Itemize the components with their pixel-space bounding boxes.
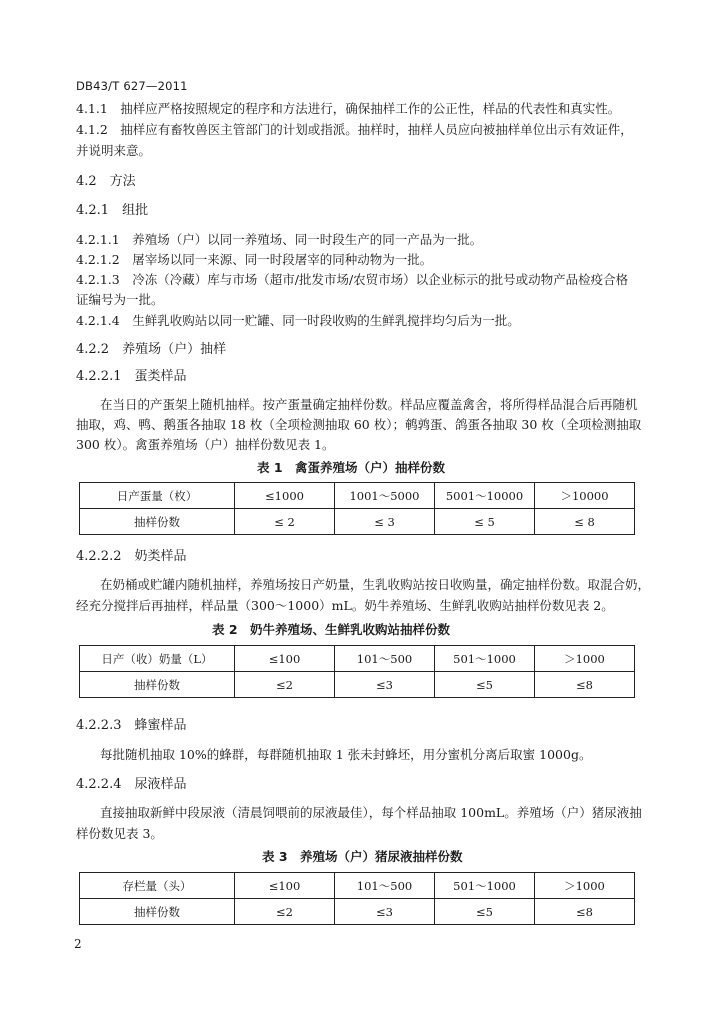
table-cell: 501～1000 [435,873,535,899]
milk-paragraph-line-2: 经充分搅拌后再抽样，样品量（300～1000）mL。奶牛养殖场、生鲜乳收购站抽样份数见表 2。 [76,598,614,613]
table-cell: 101～500 [335,873,435,899]
table-cell: ≤2 [235,899,335,925]
table-cell: 501～1000 [435,646,535,672]
table-cell: ≤1000 [235,483,335,509]
table-cell: ≤100 [235,873,335,899]
clause-4-1-1: 4.1.1 抽样应严格按照规定的程序和方法进行，确保抽样工作的公正性，样品的代表性和真实性。 [76,101,621,116]
section-4-2-heading: 4.2 方法 [76,174,136,189]
table-row [80,646,635,672]
table-cell: ＞1000 [535,873,635,899]
page-number: 2 [74,937,82,951]
clause-4-2-1-3: 4.2.1.3 冷冻（冷藏）库与市场（超市/批发市场/农贸市场）以企业标示的批号或动物产品检疫合格 [76,272,629,287]
table-2-title: 表 2 奶牛养殖场、生鲜乳收购站抽样份数 [212,622,451,637]
table-cell: 日产蛋量（枚） [80,483,235,509]
table-3 [79,872,635,925]
table-row [80,509,635,535]
table-1-title: 表 1 禽蛋养殖场（户）抽样份数 [257,460,446,475]
table-cell: ≤5 [435,672,535,698]
table-cell: ≤3 [335,899,435,925]
table-row [80,483,635,509]
table-cell: ≤5 [435,899,535,925]
table-cell: 抽样份数 [80,672,235,698]
egg-paragraph-line-3: 300 枚）。禽蛋养殖场（户）抽样份数见表 1。 [76,437,335,452]
table-cell: ＞1000 [535,646,635,672]
clause-4-1-2: 4.1.2 抽样应有畜牧兽医主管部门的计划或指派。抽样时，抽样人员应向被抽样单位出示有效证件， [76,122,633,137]
honey-paragraph: 每批随机抽取 10%的蜂群，每群随机抽取 1 张未封蜂坯，用分蜜机分离后取蜜 1000g。 [100,747,592,762]
table-cell: ≤ 5 [435,509,535,535]
urine-paragraph-line-2: 样份数见表 3。 [76,826,163,841]
table-cell: 日产（收）奶量（L） [80,646,235,672]
table-cell: ≤100 [235,646,335,672]
table-cell: 5001～10000 [435,483,535,509]
table-cell: ≤ 2 [235,509,335,535]
section-4-2-2-4-heading: 4.2.2.4 尿液样品 [76,777,187,792]
clause-4-2-1-1: 4.2.1.1 养殖场（户）以同一养殖场、同一时段生产的同一产品为一批。 [76,232,483,247]
table-cell: 存栏量（头） [80,873,235,899]
table-cell: ≤8 [535,672,635,698]
table-row [80,899,635,925]
clause-4-1-2-cont: 并说明来意。 [76,143,152,158]
section-4-2-2-1-heading: 4.2.2.1 蛋类样品 [76,369,187,384]
egg-paragraph-line-1: 在当日的产蛋架上随机抽样。按产蛋量确定抽样份数。样品应覆盖禽舍，将所得样品混合后再随机 [100,397,638,412]
section-4-2-2-3-heading: 4.2.2.3 蜂蜜样品 [76,718,187,733]
milk-paragraph-line-1: 在奶桶或贮罐内随机抽样，养殖场按日产奶量，生乳收购站按日收购量，确定抽样份数。取混合奶， [100,577,651,592]
table-cell: ≤8 [535,899,635,925]
table-3-title: 表 3 养殖场（户）猪尿液抽样份数 [262,849,463,864]
clause-4-2-1-3-cont: 证编号为一批。 [76,292,164,307]
urine-paragraph-line-1: 直接抽取新鲜中段尿液（清晨饲喂前的尿液最佳），每个样品抽取 100mL。养殖场（户）猪尿液抽 [100,805,642,820]
table-cell: 101～500 [335,646,435,672]
table-cell: 1001～5000 [335,483,435,509]
table-cell: ≤3 [335,672,435,698]
table-cell: 抽样份数 [80,509,235,535]
document-id: DB43/T 627—2011 [76,79,188,93]
table-row [80,873,635,899]
table-cell: ＞10000 [535,483,635,509]
section-4-2-2-2-heading: 4.2.2.2 奶类样品 [76,549,187,564]
table-1 [79,482,635,535]
table-2 [79,645,635,698]
section-4-2-1-heading: 4.2.1 组批 [76,203,149,218]
table-cell: ≤ 3 [335,509,435,535]
table-cell: 抽样份数 [80,899,235,925]
table-cell: ≤2 [235,672,335,698]
egg-paragraph-line-2: 抽取，鸡、鸭、鹅蛋各抽取 18 枚（全项检测抽取 60 枚）；鹌鹑蛋、鸽蛋各抽取 30 枚（全项检测抽取 [76,417,642,432]
clause-4-2-1-2: 4.2.1.2 屠宰场以同一来源、同一时段屠宰的同种动物为一批。 [76,252,433,267]
clause-4-2-1-4: 4.2.1.4 生鲜乳收购站以同一贮罐、同一时段收购的生鲜乳搅拌均匀后为一批。 [76,313,520,328]
table-cell: ≤ 8 [535,509,635,535]
table-row [80,672,635,698]
section-4-2-2-heading: 4.2.2 养殖场（户）抽样 [76,342,227,357]
